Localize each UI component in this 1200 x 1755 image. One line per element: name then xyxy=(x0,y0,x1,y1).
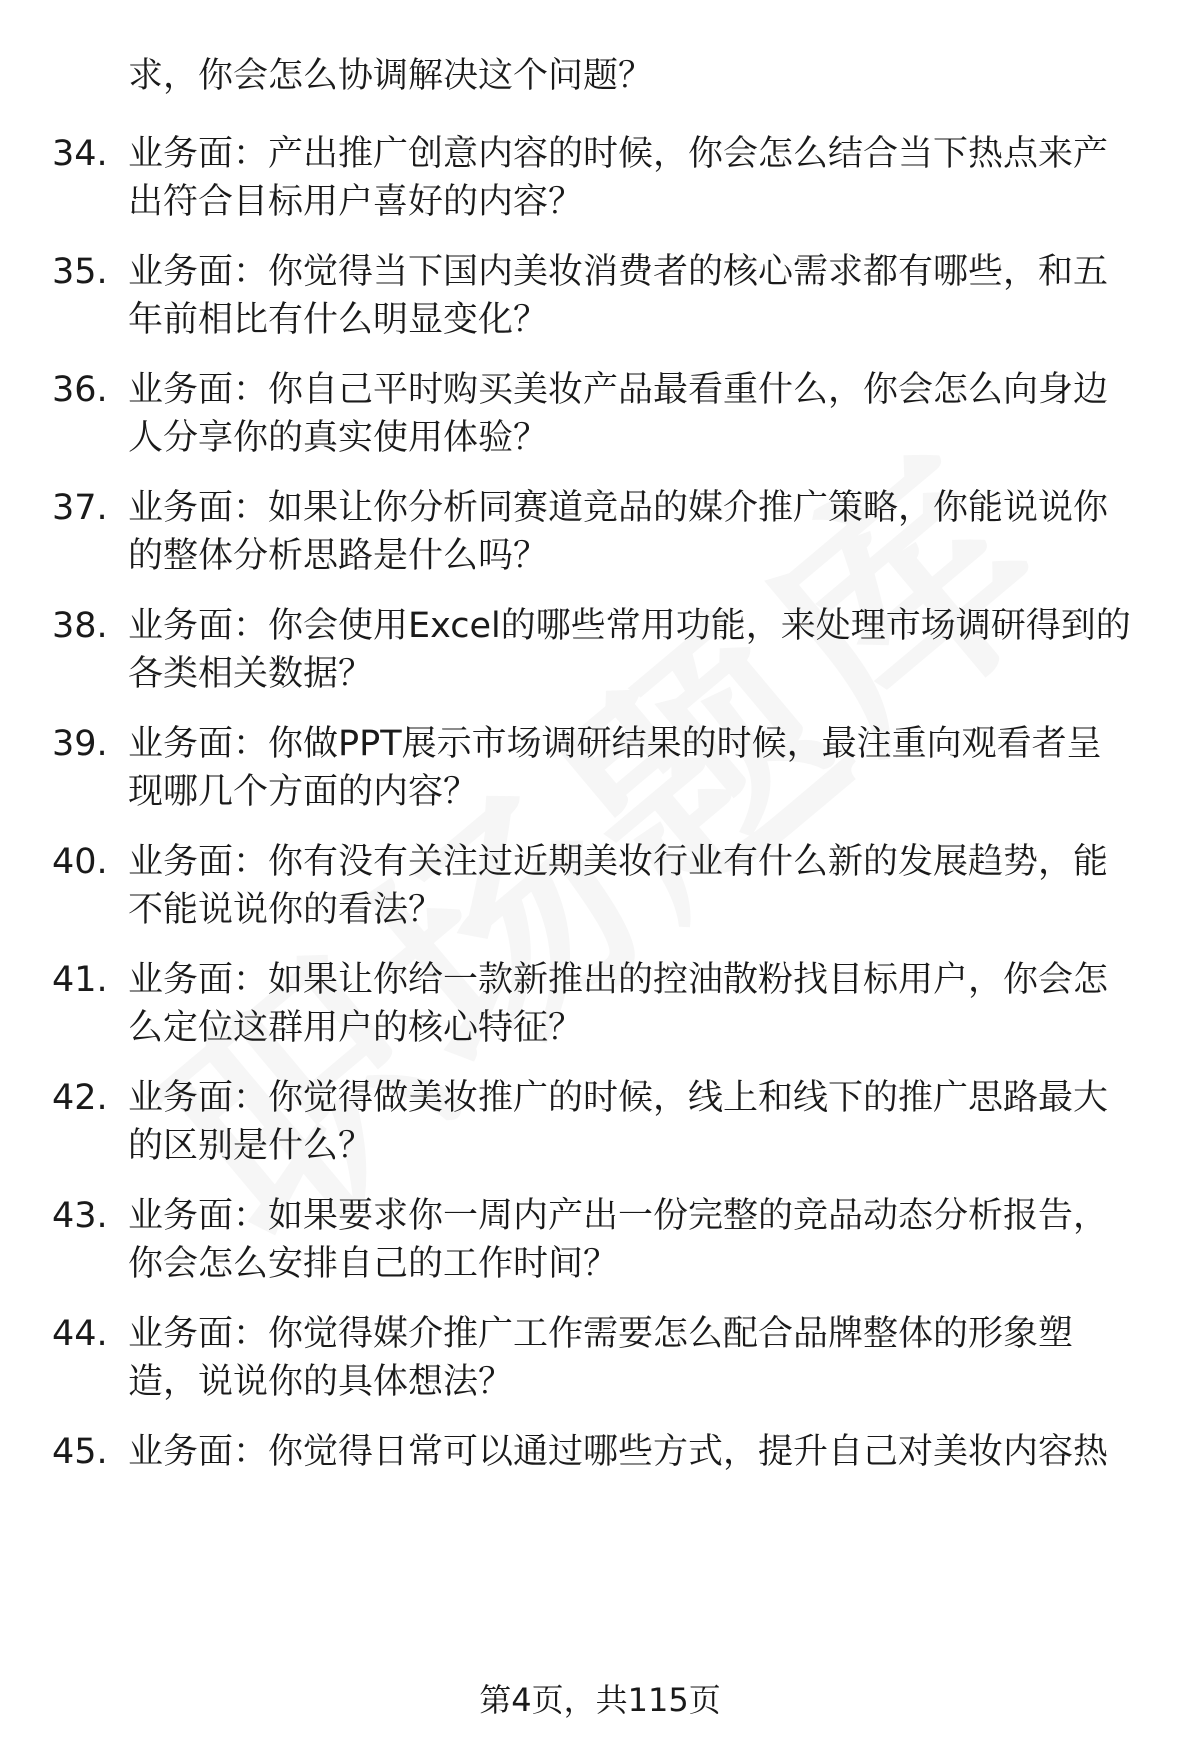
question-line: 各类相关数据？ xyxy=(128,654,374,694)
question-text xyxy=(128,1310,1158,1406)
question-number: 41. xyxy=(52,960,108,1000)
question-line: 业务面：你觉得做美妆推广的时候，线上和线下的推广思路最大 xyxy=(128,1078,1109,1118)
question-text xyxy=(128,1074,1158,1170)
question-line: 业务面：如果让你分析同赛道竞品的媒介推广策略，你能说说你 xyxy=(128,488,1109,528)
question-text xyxy=(128,838,1158,934)
question-line: 业务面：你自己平时购买美妆产品最看重什么，你会怎么向身边 xyxy=(128,370,1109,410)
question-number: 38. xyxy=(52,606,108,646)
question-line: 业务面：如果让你给一款新推出的控油散粉找目标用户，你会怎 xyxy=(128,960,1109,1000)
question-line: 业务面：你有没有关注过近期美妆行业有什么新的发展趋势，能 xyxy=(128,842,1109,882)
question-text xyxy=(128,248,1158,344)
question-number: 39. xyxy=(52,724,108,764)
question-line: 业务面：你觉得媒介推广工作需要怎么配合品牌整体的形象塑 xyxy=(128,1314,1074,1354)
question-number: 36. xyxy=(52,370,108,410)
question-line: 你会怎么安排自己的工作时间？ xyxy=(128,1244,619,1284)
question-line: 业务面：你觉得日常可以通过哪些方式，提升自己对美妆内容热 xyxy=(128,1432,1109,1472)
question-line: 出符合目标用户喜好的内容？ xyxy=(128,182,584,222)
question-line: 业务面：你觉得当下国内美妆消费者的核心需求都有哪些，和五 xyxy=(128,252,1109,292)
question-number: 42. xyxy=(52,1078,108,1118)
question-text xyxy=(128,720,1158,816)
question-number: 40. xyxy=(52,842,108,882)
question-line: 么定位这群用户的核心特征？ xyxy=(128,1008,584,1048)
question-line: 造，说说你的具体想法？ xyxy=(128,1362,514,1402)
question-number: 45. xyxy=(52,1432,108,1472)
question-line: 年前相比有什么明显变化？ xyxy=(128,300,549,340)
question-text xyxy=(128,956,1158,1052)
question-number: 37. xyxy=(52,488,108,528)
question-number: 44. xyxy=(52,1314,108,1354)
question-number: 35. xyxy=(52,252,108,292)
question-text xyxy=(128,602,1158,698)
question-text xyxy=(128,366,1158,462)
question-number: 43. xyxy=(52,1196,108,1236)
continuation-line: 求，你会怎么协调解决这个问题？ xyxy=(128,56,654,96)
question-line: 的整体分析思路是什么吗？ xyxy=(128,536,549,576)
question-line: 现哪几个方面的内容？ xyxy=(128,772,479,812)
question-line: 业务面：如果要求你一周内产出一份完整的竞品动态分析报告， xyxy=(128,1196,1109,1236)
question-line: 业务面：你会使用Excel的哪些常用功能，来处理市场调研得到的 xyxy=(128,606,1131,646)
page-footer xyxy=(0,1680,1200,1720)
question-text xyxy=(128,130,1158,226)
question-text xyxy=(128,1428,1158,1476)
question-line: 业务面：你做PPT展示市场调研结果的时候，最注重向观看者呈 xyxy=(128,724,1102,764)
question-number: 34. xyxy=(52,134,108,174)
question-line: 业务面：产出推广创意内容的时候，你会怎么结合当下热点来产 xyxy=(128,134,1109,174)
question-line: 人分享你的真实使用体验？ xyxy=(128,418,549,458)
question-text xyxy=(128,1192,1158,1288)
question-line: 不能说说你的看法？ xyxy=(128,890,444,930)
question-text xyxy=(128,484,1158,580)
question-line: 的区别是什么？ xyxy=(128,1126,374,1166)
page-number: 第4页，共115页 xyxy=(479,1681,721,1719)
